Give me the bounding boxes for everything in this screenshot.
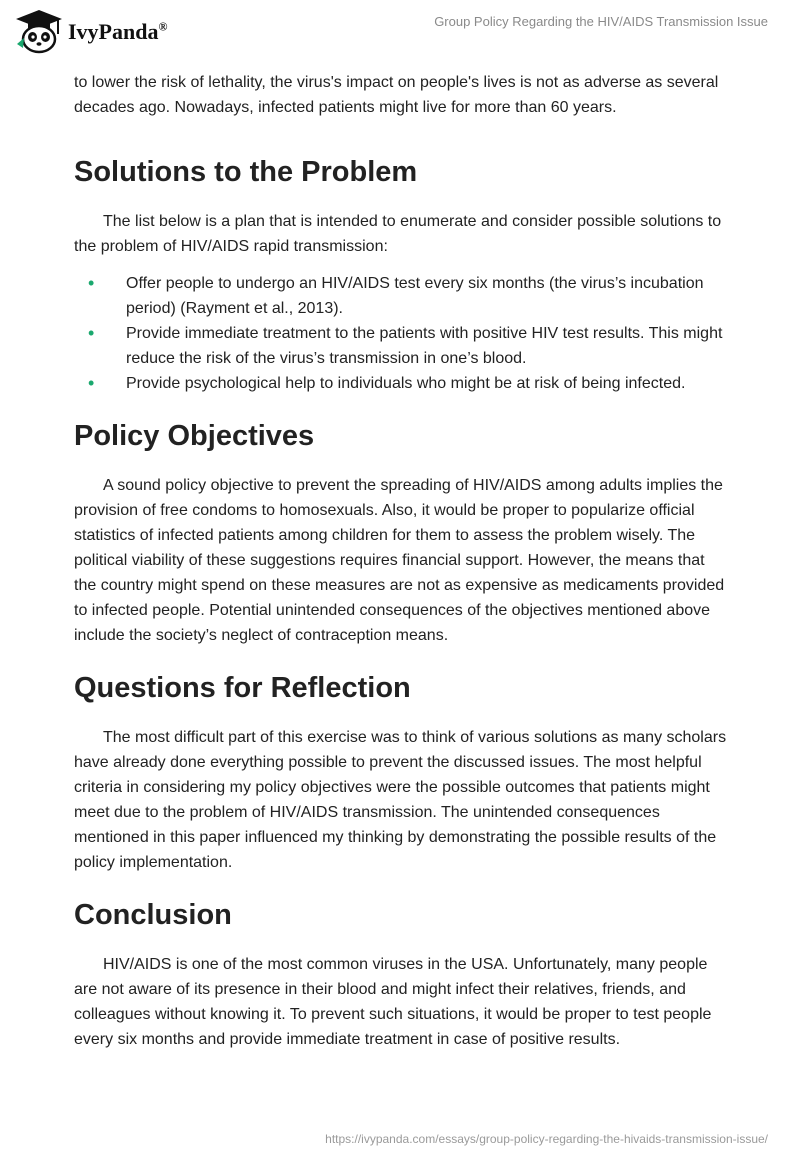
panda-logo-icon <box>14 8 64 54</box>
intro-paragraph: to lower the risk of lethality, the virus's impact on people's lives is not as adverse as several decades ago. Nowadays, infected patients might live for more than 60 years. <box>74 74 719 116</box>
heading-policy-objectives: Policy Objectives <box>74 420 315 452</box>
conclusion-paragraph: HIV/AIDS is one of the most common viruses in the USA. Unfortunately, many people are not aware of its presence in their blood and might infect their relatives, friends, and colleagues without knowing it. To prevent such situations, it would be proper to test people every six months and provide immediate treatment in case of positive results. <box>74 956 712 1048</box>
list-item: • Provide immediate treatment to the patients with positive HIV test results. This might reduce the risk of the virus’s transmission in one’s blood. <box>88 323 723 367</box>
heading-questions-for-reflection: Questions for Reflection <box>74 672 411 704</box>
article-body <box>74 70 728 1052</box>
list-item: • Provide psychological help to individuals who might be at risk of being infected. <box>74 371 728 396</box>
list-item: • Offer people to undergo an HIV/AIDS test every six months (the virus’s incubation period) (Rayment et al., 2013). <box>88 273 704 317</box>
heading-conclusion: Conclusion <box>74 899 232 931</box>
page-header <box>0 0 800 64</box>
brand-name: IvyPanda® <box>68 19 168 44</box>
solutions-paragraph: The list below is a plan that is intended to enumerate and consider possible solutions to the problem of HIV/AIDS rapid transmission: <box>74 213 722 255</box>
source-url-link[interactable]: https://ivypanda.com/essays/group-policy-regarding-the-hivaids-transmission-issue/ <box>325 1132 768 1146</box>
bullet-dot-icon: • <box>88 373 95 393</box>
solutions-list <box>74 271 728 396</box>
heading-solutions: Solutions to the Problem <box>74 156 418 188</box>
bullet-dot-icon: • <box>88 323 95 343</box>
reflection-paragraph: The most difficult part of this exercise was to think of various solutions as many scholars have already done everything possible to prevent the discussed issues. The most helpful criteria in considering my policy objectives were the possible outcomes that patients might meet due to the problem of HIV/AIDS transmission. The unintended consequences mentioned in this paper influenced my thinking by demonstrating the possible results of the policy implementation. <box>74 729 727 871</box>
document-title: Group Policy Regarding the HIV/AIDS Transmission Issue <box>434 14 768 29</box>
objectives-paragraph: A sound policy objective to prevent the spreading of HIV/AIDS among adults implies the provision of free condoms to homosexuals. Also, it would be proper to popularize official statistics of infected patients among children for them to assess the problem wisely. The political viability of these suggestions requires financial support. However, the means that the country might spend on these measures are not as expensive as medicaments provided to infected people. Potential unintended consequences of the objectives mentioned above include the society’s neglect of contraception means. <box>74 477 725 644</box>
bullet-dot-icon: • <box>88 273 95 293</box>
logo[interactable] <box>14 8 167 54</box>
